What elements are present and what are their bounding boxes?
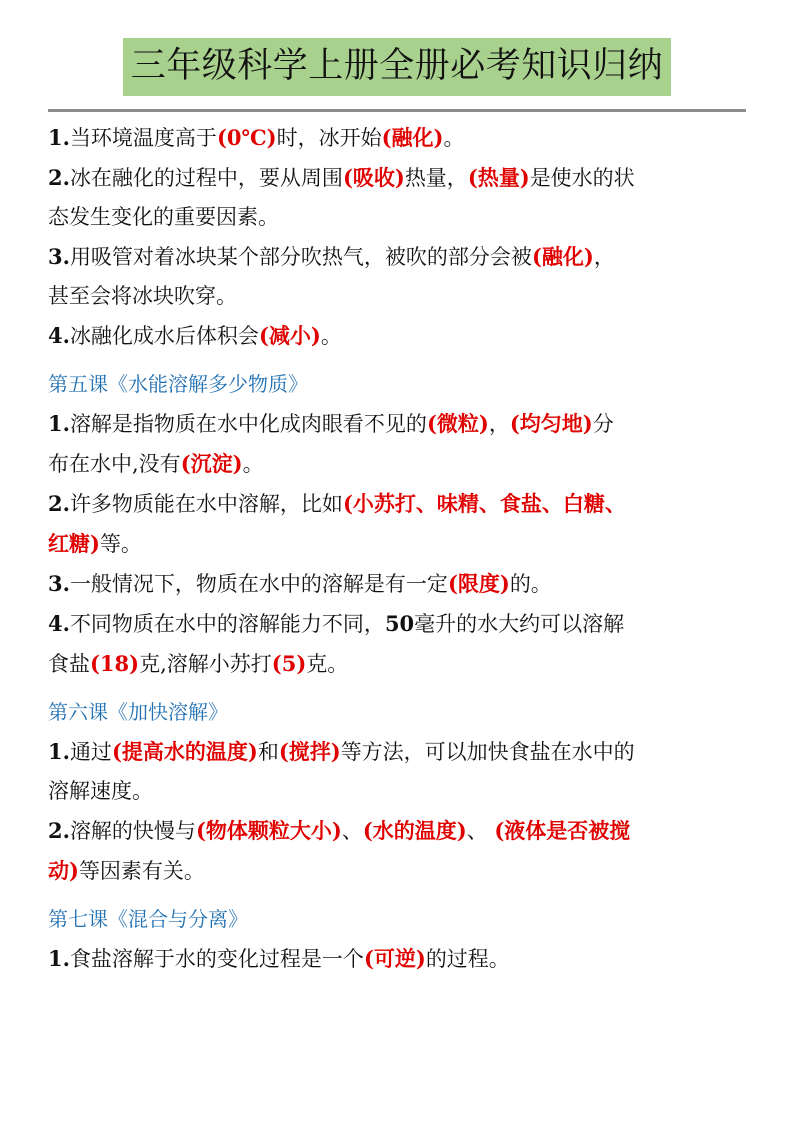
paragraph-s1-4 — [48, 316, 748, 356]
text: 等方法，可以加快食盐在水中的 — [340, 740, 635, 764]
text: 是使水的状 — [529, 166, 635, 190]
answer: (均匀地) — [509, 411, 593, 436]
answer: (融化) — [531, 244, 594, 269]
answer: (液体是否被搅 — [494, 818, 631, 843]
text: ， — [593, 245, 615, 269]
text: 冰融化成水后体积会 — [69, 324, 259, 348]
answer: (水的温度) — [362, 818, 467, 843]
text: 一般情况下，物质在水中的溶解是有一定 — [69, 572, 448, 596]
lesson-7-heading: 第七课《混合与分离》 — [48, 907, 248, 931]
item-number: 3. — [48, 571, 70, 596]
text: 不同物质在水中的溶解能力不同， — [69, 612, 385, 636]
text: 、 — [341, 819, 363, 843]
paragraph-l6-2 — [48, 811, 748, 891]
text: 食盐 — [48, 652, 90, 676]
answer: (18) — [90, 651, 140, 676]
item-number: 1. — [48, 739, 70, 764]
document-body — [48, 118, 748, 979]
answer: (小苏打、味精、食盐、白糖、 — [342, 491, 626, 516]
paragraph-s1-3 — [48, 237, 748, 316]
text: 溶解速度。 — [48, 779, 153, 803]
title-banner — [0, 38, 794, 96]
text: 。 — [320, 324, 342, 348]
paragraph-l5-3 — [48, 564, 748, 604]
text: 时，冰开始 — [276, 126, 382, 150]
text: 通过 — [69, 740, 112, 764]
text: 、 — [466, 819, 495, 843]
item-number: 4. — [48, 323, 70, 348]
lesson-6-heading: 第六课《加快溶解》 — [48, 700, 228, 724]
page-title: 三年级科学上册全册必考知识归纳 — [123, 38, 672, 96]
item-number: 1. — [48, 411, 70, 436]
paragraph-l5-4 — [48, 604, 748, 684]
text: 。 — [443, 126, 465, 150]
answer: (0℃) — [216, 125, 277, 150]
item-number: 2. — [48, 491, 70, 516]
title-divider — [48, 109, 746, 112]
item-number: 1. — [48, 946, 70, 971]
text: 用吸管对着冰块某个部分吹热气，被吹的部分会被 — [69, 245, 532, 269]
text: 毫升的水大约可以溶解 — [414, 612, 625, 636]
answer: (搅拌) — [278, 739, 341, 764]
text: ， — [488, 412, 510, 436]
answer: (减小) — [258, 323, 321, 348]
paragraph-l5-1 — [48, 404, 748, 484]
answer: (吸收) — [342, 165, 405, 190]
paragraph-l7-1 — [48, 939, 748, 979]
text: 的。 — [509, 572, 552, 596]
answer: (限度) — [447, 571, 510, 596]
lesson-5-heading: 第五课《水能溶解多少物质》 — [48, 372, 308, 396]
paragraph-s1-1 — [48, 118, 748, 158]
paragraph-l5-2 — [48, 484, 748, 564]
answer: (微粒) — [426, 411, 489, 436]
answer: (提高水的温度) — [111, 739, 258, 764]
text: 态发生变化的重要因素。 — [48, 205, 279, 229]
text: 布在水中,没有 — [48, 452, 181, 476]
item-number: 2. — [48, 818, 70, 843]
text: 等因素有关。 — [78, 859, 205, 883]
text: 。 — [242, 452, 264, 476]
paragraph-s1-2 — [48, 158, 748, 237]
answer: 红糖) — [48, 531, 100, 556]
text: 和 — [257, 740, 279, 764]
text: 分 — [592, 412, 614, 436]
text: 等。 — [99, 532, 142, 556]
quantity: 50 — [384, 611, 415, 636]
text: 许多物质能在水中溶解，比如 — [69, 492, 343, 516]
text: 溶解是指物质在水中化成肉眼看不见的 — [69, 412, 427, 436]
answer: (可逆) — [363, 946, 426, 971]
item-number: 2. — [48, 165, 70, 190]
item-number: 1. — [48, 125, 70, 150]
text: 甚至会将冰块吹穿。 — [48, 284, 237, 308]
answer: (热量) — [467, 165, 530, 190]
item-number: 4. — [48, 611, 70, 636]
text: 食盐溶解于水的变化过程是一个 — [69, 947, 364, 971]
answer: (物体颗粒大小) — [195, 818, 342, 843]
answer: (融化) — [381, 125, 444, 150]
text: 热量， — [404, 166, 468, 190]
paragraph-l6-1 — [48, 732, 748, 811]
text: 克,溶解小苏打 — [139, 652, 272, 676]
text: 溶解的快慢与 — [69, 819, 196, 843]
answer: (5) — [271, 651, 307, 676]
text: 的过程。 — [425, 947, 510, 971]
text: 冰在融化的过程中，要从周围 — [69, 166, 343, 190]
answer: (沉淀) — [180, 451, 243, 476]
text: 克。 — [306, 652, 349, 676]
text: 当环境温度高于 — [69, 126, 217, 150]
item-number: 3. — [48, 244, 70, 269]
answer: 动) — [48, 858, 79, 883]
